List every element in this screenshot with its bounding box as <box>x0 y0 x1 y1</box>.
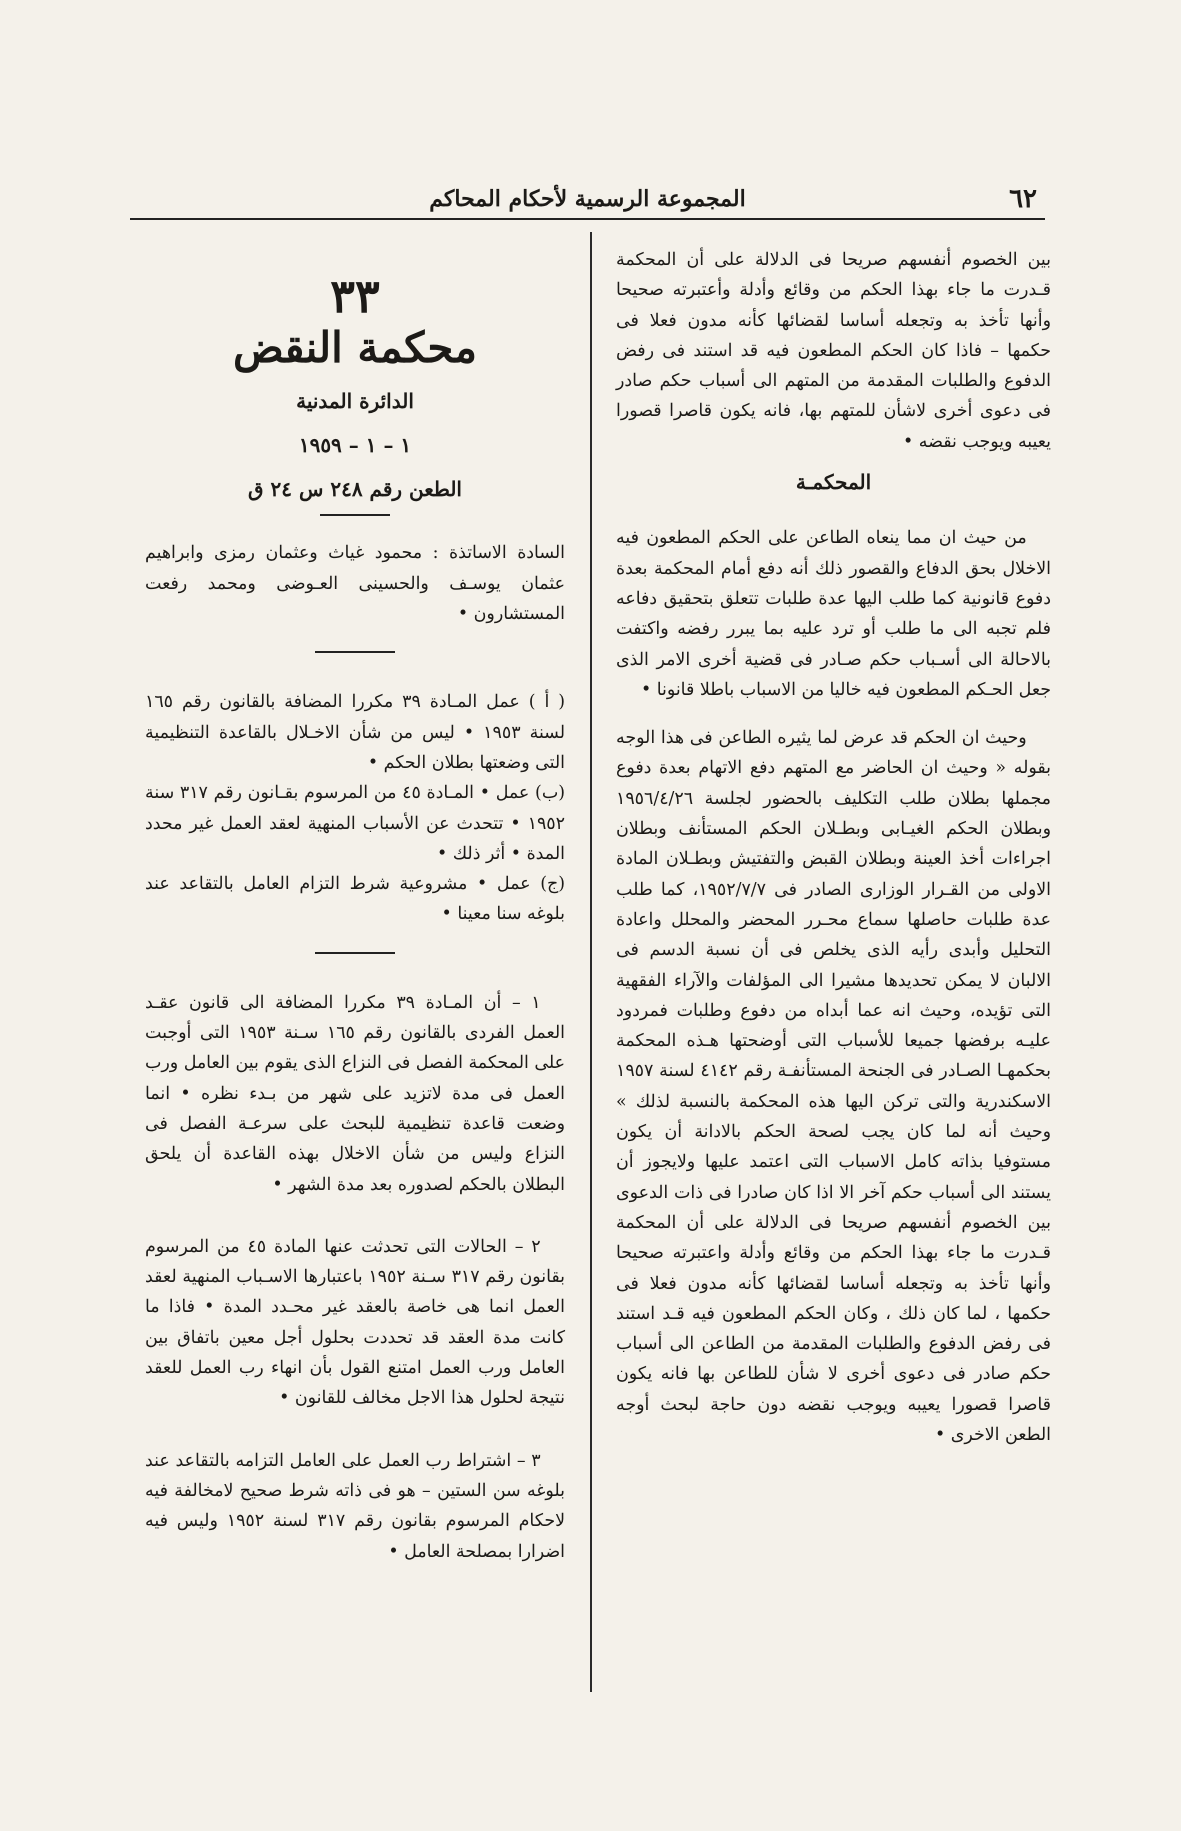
intro-paragraph: بين الخصوم أنفسهم صريحا فى الدلالة على أن المحكمة قـدرت ما جاء بهذا الحكم من وقائع وأدلة وأعتبرته صحيحا وأنها تأخذ به وتجعله أساسا لقضائها كأنه مدون فعلا فى حكمها – فاذا كان الحكم المطعون فيه قد استند فى رفض الدفوع والطلبات المقدمة من المتهم الى أسباب حكم صادر فى دعوى أخرى لاشأن للمتهم بها، فانه يكون قاصرا قصورا يعيبه ويوجب نقضه • <box>616 250 1051 452</box>
legal-summary <box>145 988 565 1567</box>
divider-rule <box>315 952 395 954</box>
decision-date: ١ – ١ – ١٩٥٩ <box>298 432 412 457</box>
appeal-number: الطعن رقم ٢٤٨ س ٢٤ ق <box>248 477 462 502</box>
headnote-item: (ج) عمل • مشروعية شرط التزام العامل بالتقاعد عند بلوغه سنا معينا • <box>145 874 565 925</box>
circuit-name: الدائرة المدنية <box>296 388 414 413</box>
right-column <box>616 245 1051 1450</box>
page-number: ٦٢ <box>1009 184 1037 214</box>
divider-rule <box>320 514 390 516</box>
body-paragraph: وحيث ان الحكم قد عرض لما يثيره الطاعن فى هذا الوجه بقوله « وحيث ان الحاضر مع المتهم دفع الاتهام بعدة دفوع مجملها بطلان طلب التكليف بالحضور لجلسة ١٩٥٦/٤/٢٦ وبطلان الحكم الغيـابى وبطـلان الحكم المستأنف وبطلان اجراءات أخذ العينة وبطلان القبض والتفتيش وبطـلان المادة الاولى من القـرار الوزارى الصادر فى ١٩٥٢/٧/٧، كما طلب عدة طلبات حاصلها سماع محـرر المحضر والمحلل واعادة التحليل وأبدى رأيه الذى يخلص فى أن نسبة الدسم فى الالبان لا يمكن تحديدها مشيرا الى المؤلفات والآراء الفقهية التى تؤيده، وحيث انه عما أبداه من دفوع وطلبات فمردود عليـه برفضها جميعا للأسباب التى أوضحتها هـذه المحكمة بحكمهـا الصـادر فى الجنحة المستأنفـة رقم ٤١٤٢ لسنة ١٩٥٧ الاسكندرية والتى تركن اليها هذه المحكمة بالنسبة لذلك » وحيث أنه لما كان يجب لصحة الحكم بالادانة أن يكون مستوفيا بذاته كامل الاسباب التى اعتمد عليها ولايجوز أن يستند الى أسباب حكم آخر الا اذا كان صادرا فى ذات الدعوى بين الخصوم أنفسهم صريحا فى الدلالة على أن المحكمة قـدرت ما جاء بهذا الحكم من وقائع وأدلة واعتبرته صحيحا وأنها تأخذ به وتجعله أساسا لقضائها كأنه مدون فعلا فى حكمها ، لما كان ذلك ، وكان الحكم المطعون فيه قـد استند فى رفض الدفوع والطلبات المقدمة من الطاعن الى أسباب حكم صادر فى دعوى أخرى لا شأن للطاعن بها فانه يكون قاصرا قصورا يعيبه ويوجب نقضه دون حاجة لبحث أوجه الطعن الاخرى • <box>616 728 1052 1445</box>
summary-item: ٣ – اشتراط رب العمل على العامل التزامه بالتقاعد عند بلوغه سن الستين – هو فى ذاته شرط صحيح لامخالفة فيه لاحكام المرسوم بقانون رقم ٣١٧ لسنة ١٩٥٢ وليس فيه اضرارا بمصلحة العامل • <box>145 1450 565 1562</box>
case-number: ٣٣ <box>330 269 380 323</box>
summary-item: ٢ – الحالات التى تحدثت عنها المادة ٤٥ من المرسوم بقانون رقم ٣١٧ سـنة ١٩٥٢ باعتبارها الاسـباب المنهية لعقد العمل انما هى خاصة بالعقد غير محـدد المدة • فاذا ما كانت مدة العقد قد تحددت بحلول أجل معين باتفاق بين العامل ورب العمل امتنع القول بأن انهاء رب العمل للعقد نتيجة لحلول هذا الاجل مخالف للقانون • <box>145 1236 566 1409</box>
left-column <box>145 245 565 1567</box>
divider-rule <box>315 651 395 653</box>
headnote-item: ( أ ) عمل المـادة ٣٩ مكررا المضافة بالقانون رقم ١٦٥ لسنة ١٩٥٣ • ليس من شأن الاخـلال بالقاعدة التنظيمية التى وضعتها بطلان الحكم • <box>145 692 566 773</box>
section-heading: المحكمـة <box>795 470 872 495</box>
court-name: محكمة النقض <box>232 323 478 373</box>
judges-list: السادة الاساتذة : محمود غياث وعثمان رمزى وابراهيم عثمان يوسـف والحسينى العـوضى ومحمد رفعت المستشارون • <box>145 543 565 625</box>
summary-item: ١ – أن المـادة ٣٩ مكررا المضافة الى قانون عقـد العمل الفردى بالقانون رقم ١٦٥ سـنة ١٩٥٣ التى أوجبت على المحكمة الفصل فى النزاع الذى يقوم بين العامل ورب العمل فى مدة لاتزيد على شهر من بـدء نظره • انما وضعت قاعدة تنظيمية للبحث على سرعـة الفصل فى النزاع وليس من شأن الاخلال بهذه القاعدة أن يلحق البطلان بالحكم لصدوره بعد مدة الشهر • <box>145 992 566 1195</box>
headnote-item: (ب) عمل • المـادة ٤٥ من المرسوم بقـانون رقم ٣١٧ سنة ١٩٥٢ • تتحدث عن الأسباب المنهية لعقد العمل غير محدد المدة • أثر ذلك • <box>145 783 565 864</box>
headnotes <box>145 687 565 929</box>
column-divider <box>590 232 592 1692</box>
running-title: المجموعة الرسمية لأحكام المحاكم <box>429 186 746 212</box>
body-paragraph: من حيث ان مما ينعاه الطاعن على الحكم المطعون فيه الاخلال بحق الدفاع والقصور ذلك أنه دفع أمام المحكمة بعدة دفوع قانونية كما طلب اليها عدة طلبات تتعلق بتحقيق دفاعه فلم تجبه الى ما طلب أو ترد عليه بما يبرر رفضه واكتفت بالاحالة الى أسـباب حكم صـادر فى قضية أخرى الامر الذى جعل الحـكم المطعون فيه خاليا من الاسباب باطلا قانونا • <box>616 528 1051 700</box>
page-header <box>130 178 1045 220</box>
